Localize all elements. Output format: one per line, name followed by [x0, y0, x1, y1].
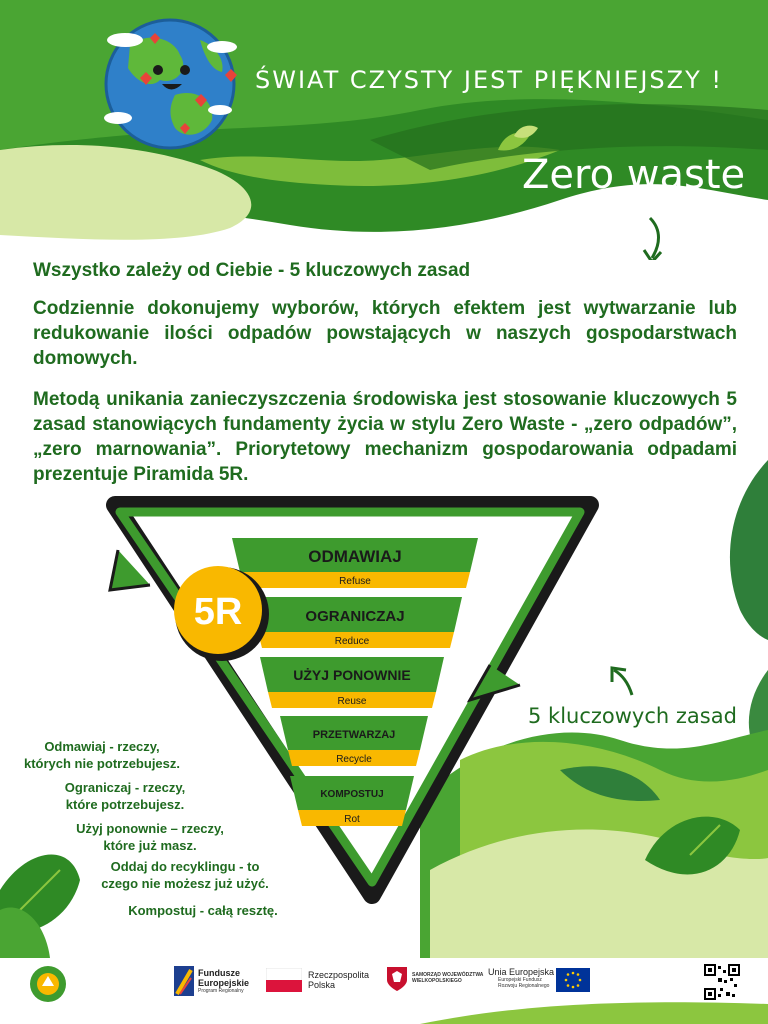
tier-sub: Refuse	[339, 576, 371, 587]
tier-name: ODMAWIAJ	[308, 547, 402, 566]
rule-reduce	[45, 779, 205, 813]
pyramid-tier-reuse	[260, 657, 444, 708]
qr-code-icon[interactable]	[704, 964, 740, 1000]
arrow-up-icon	[612, 668, 632, 695]
sw-line2: WIELKOPOLSKIEGO	[412, 978, 462, 984]
intro-paragraph: Codziennie dokonujemy wyborów, których efektem jest wytwarzanie lub redukowanie ilości odpadów powstających w naszych gospodarstwach domowych.	[33, 298, 737, 369]
rule-recycle	[95, 858, 275, 892]
fe-line2: Europejskie	[198, 978, 250, 988]
tier-name: UŻYJ PONOWNIE	[293, 667, 411, 683]
fe-flag-icon	[174, 966, 194, 996]
section-heading: Wszystko zależy od Ciebie - 5 kluczowych zasad	[33, 260, 471, 281]
rule-line: Użyj ponownie – rzeczy,	[76, 821, 224, 836]
wielkopolska-crest-icon	[386, 966, 408, 992]
badge-label: 5R	[193, 591, 243, 633]
rule-line: Kompostuj - całą resztę.	[128, 903, 278, 918]
zero-waste-title: Zero waste	[522, 152, 746, 198]
callout-5-rules: 5 kluczowych zasad	[528, 704, 737, 728]
method-paragraph: Metodą unikania zanieczyszczenia środowiska jest stosowanie kluczowych 5 zasad stanowiących fundamenty życia w stylu Zero Waste - „zero odpadów”, „zero marnowania”. Priorytetowy mechanizm gospodarowania odpadami prezentuje Piramida 5R.	[33, 389, 737, 485]
pyramid-tier-refuse	[232, 538, 478, 588]
tier-name: PRZETWARZAJ	[312, 729, 396, 741]
fe-line3: Program Regionalny	[198, 988, 244, 994]
eu-flag-icon	[556, 968, 590, 992]
ue-line3: Rozwoju Regionalnego	[498, 983, 550, 989]
footer-wave	[420, 998, 768, 1024]
arrow-right-icon	[470, 665, 520, 700]
poland-flag-icon	[266, 968, 302, 992]
rp-logo	[308, 970, 369, 990]
ue-line1: Unia Europejska	[488, 967, 555, 977]
earth-mascot-icon	[104, 20, 237, 148]
rule-reuse	[70, 820, 230, 854]
sw-line1: SAMORZĄD WOJEWÓDZTWA	[412, 972, 484, 978]
rp-line2: Polska	[308, 980, 336, 990]
sw-logo	[412, 972, 483, 984]
footer-logos	[0, 958, 768, 1024]
tier-sub: Reduce	[334, 636, 370, 647]
rp-line1: Rzeczpospolita	[308, 970, 370, 980]
pyramid-tier-reduce	[250, 597, 462, 648]
rule-line: Oddaj do recyklingu - to	[110, 859, 260, 874]
fe-logo	[198, 968, 249, 994]
rule-line: Ograniczaj - rzeczy,	[64, 780, 186, 795]
rule-rot	[118, 902, 288, 919]
rule-refuse	[22, 738, 182, 772]
rule-line: których nie potrzebujesz.	[23, 756, 181, 771]
rule-line: które potrzebujesz.	[65, 797, 185, 812]
tier-sub: Recycle	[336, 754, 372, 765]
tier-sub: Reuse	[337, 696, 367, 707]
slogan-title: ŚWIAT CZYSTY JEST PIĘKNIEJSZY !	[255, 66, 724, 94]
pyramid-tier-recycle	[280, 716, 428, 766]
recycle-logo-icon	[28, 964, 68, 1004]
header-background	[0, 0, 768, 260]
fe-line1: Fundusze	[198, 968, 240, 978]
rule-line: które już masz.	[103, 838, 197, 853]
ue-line2: Europejski Fundusz	[498, 977, 542, 983]
ue-logo	[488, 967, 554, 989]
pyramid-tier-rot	[290, 776, 414, 826]
rule-line: Odmawiaj - rzeczy,	[44, 739, 160, 754]
rule-line: czego nie możesz już użyć.	[101, 876, 269, 891]
tier-sub: Rot	[344, 814, 360, 825]
tier-name: OGRANICZAJ	[305, 608, 405, 625]
tier-name: KOMPOSTUJ	[320, 789, 384, 800]
